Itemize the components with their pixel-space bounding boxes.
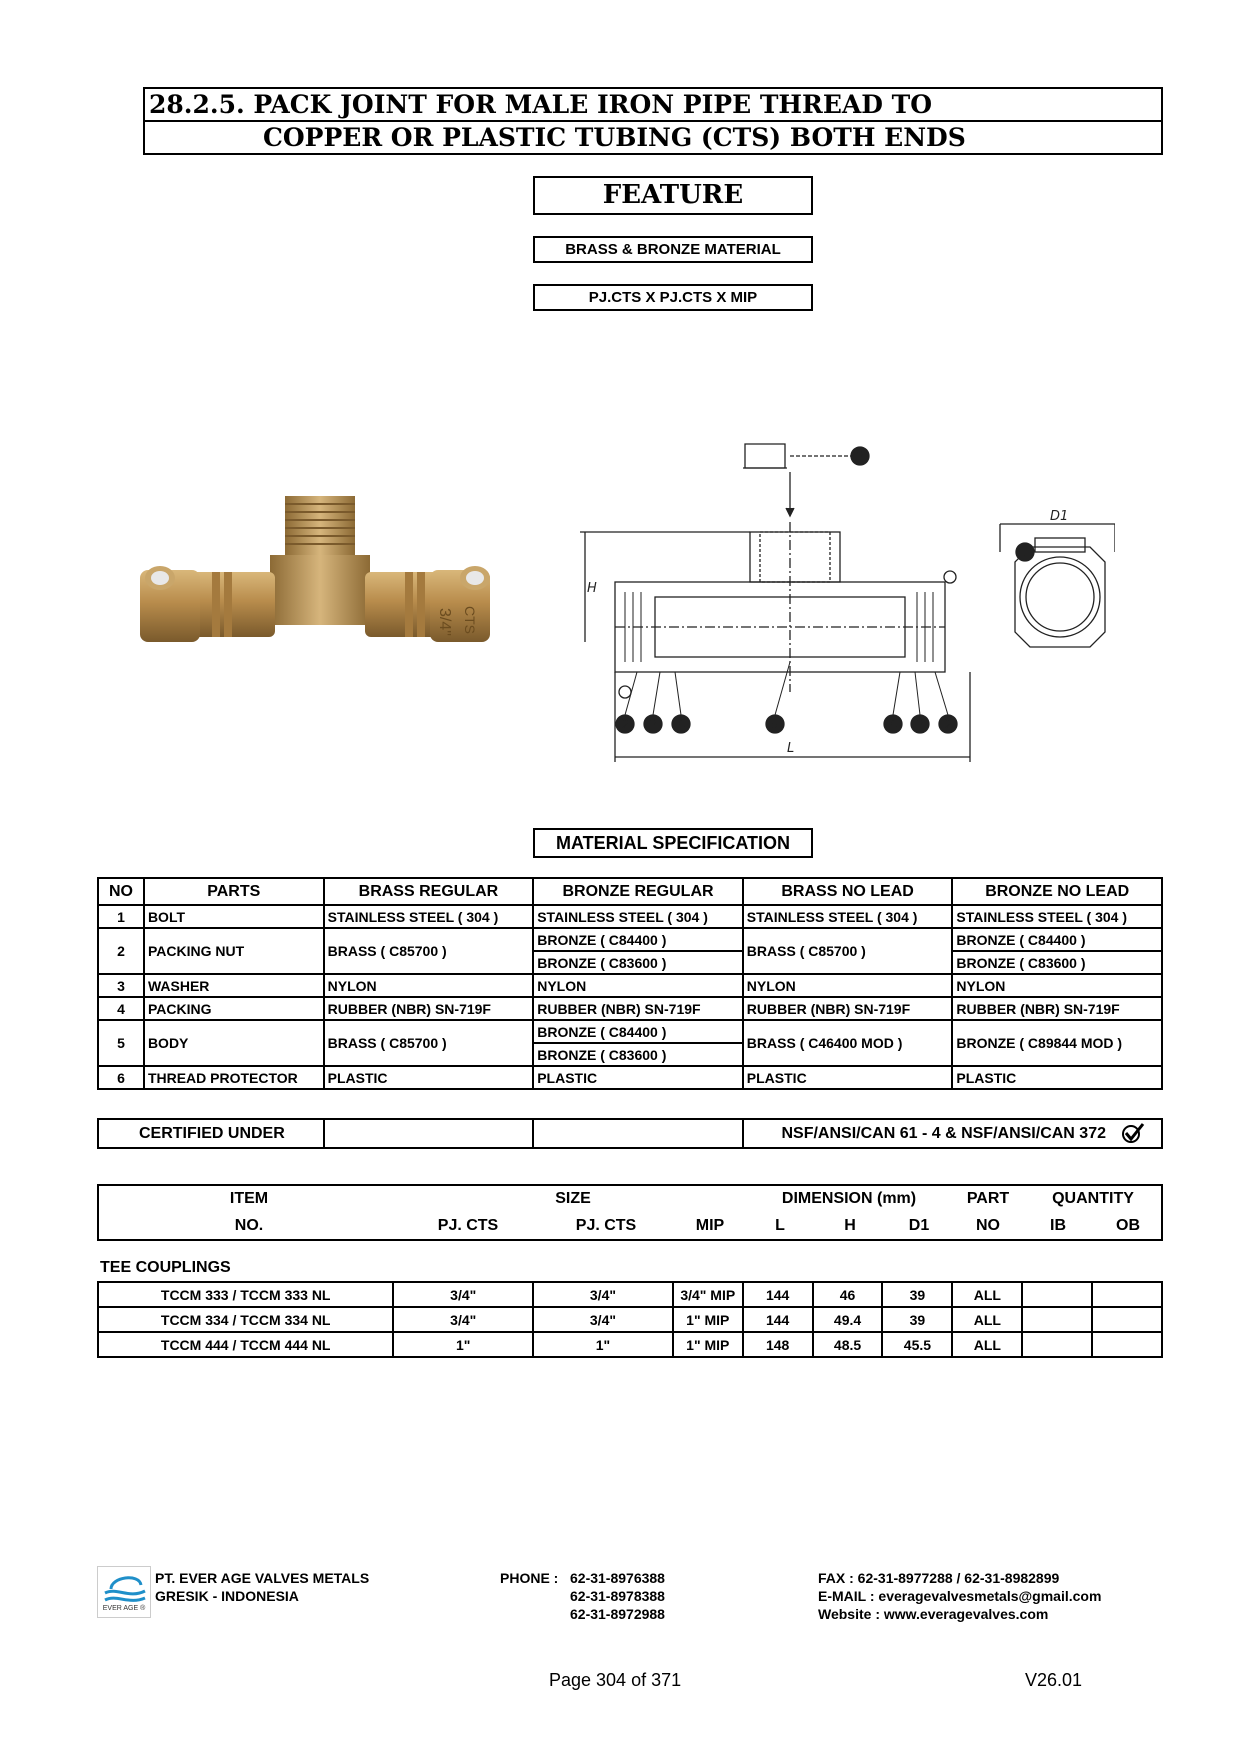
hdr-parts: PARTS	[144, 878, 324, 905]
company-city: GRESIK - INDONESIA	[155, 1588, 299, 1604]
cell-ob	[1092, 1307, 1162, 1332]
cell-brass-nl: NYLON	[743, 974, 953, 997]
cell-h: 49.4	[813, 1307, 883, 1332]
cell-part: WASHER	[144, 974, 324, 997]
material-row	[98, 1066, 1162, 1089]
fax-number: FAX : 62-31-8977288 / 62-31-8982899	[818, 1570, 1060, 1586]
cell-part: PACKING	[144, 997, 324, 1020]
callout-4-right: 4	[889, 718, 898, 733]
certified-label: CERTIFIED UNDER	[98, 1119, 324, 1148]
phone-number: 62-31-8976388	[570, 1570, 665, 1586]
cell-d1: 39	[882, 1307, 952, 1332]
technical-drawing	[575, 432, 1115, 772]
cell-bronze-nl: NYLON	[952, 974, 1162, 997]
product-photo	[130, 480, 530, 680]
cell-part: ALL	[952, 1307, 1022, 1332]
callout-4-left: 4	[677, 718, 686, 733]
hdr-brass-regular: BRASS REGULAR	[324, 878, 534, 905]
cell-l: 144	[743, 1282, 813, 1307]
cell-mip: 1" MIP	[673, 1307, 743, 1332]
title-text-1: 28.2.5. PACK JOINT FOR MALE IRON PIPE THREAD TO	[149, 90, 933, 119]
material-row	[98, 974, 1162, 997]
certified-table	[97, 1118, 1163, 1149]
callout-5: 5	[771, 718, 780, 733]
cell-bronze-nl: BRONZE ( C84400 )	[952, 928, 1162, 951]
cell-d1: 45.5	[882, 1332, 952, 1357]
check-mark-icon	[1121, 1122, 1145, 1144]
hdr-pj-cts-2: PJ. CTS	[575, 1217, 637, 1234]
phone-block	[570, 1569, 665, 1623]
cell-no: 4	[98, 997, 144, 1020]
callout-3: 3	[856, 450, 865, 465]
callout-2-left: 2	[621, 718, 630, 733]
company-block	[155, 1569, 369, 1605]
cell-brass-nl: BRASS ( C46400 MOD )	[743, 1020, 953, 1066]
material-row	[98, 928, 1162, 951]
cell-brass-nl: RUBBER (NBR) SN-719F	[743, 997, 953, 1020]
cell-bronze-nl: PLASTIC	[952, 1066, 1162, 1089]
hdr-part-no: NO	[976, 1217, 1000, 1234]
cell-bronze-reg: BRONZE ( C84400 )	[533, 928, 743, 951]
material-row	[98, 997, 1162, 1020]
feature-material: BRASS & BRONZE MATERIAL	[533, 236, 813, 263]
hdr-item: ITEM	[229, 1190, 269, 1207]
callout-2-right: 2	[944, 718, 953, 733]
cell-l: 144	[743, 1307, 813, 1332]
hdr-bronze-no-lead: BRONZE NO LEAD	[952, 878, 1162, 905]
title-line-2	[143, 120, 1163, 155]
cell-brass-nl: BRASS ( C85700 )	[743, 928, 953, 974]
material-table	[97, 877, 1163, 1090]
website: Website : www.everagevalves.com	[818, 1606, 1049, 1622]
dimension-header	[97, 1184, 1163, 1241]
company-name: PT. EVER AGE VALVES METALS	[155, 1570, 370, 1586]
phone-number: 62-31-8978388	[570, 1588, 665, 1604]
contact-block	[818, 1569, 1101, 1623]
cell-no: 1	[98, 905, 144, 928]
hdr-h: H	[844, 1217, 856, 1234]
cell-part: THREAD PROTECTOR	[144, 1066, 324, 1089]
hdr-item-no: NO.	[234, 1217, 264, 1234]
certified-row	[98, 1119, 1162, 1148]
dim-l-label: L	[787, 741, 795, 756]
cell-ib	[1022, 1307, 1092, 1332]
material-spec-title: MATERIAL SPECIFICATION	[533, 828, 813, 858]
certified-empty-cell	[533, 1119, 742, 1148]
cell-part: PACKING NUT	[144, 928, 324, 974]
cell-ob	[1092, 1282, 1162, 1307]
hdr-ob: OB	[1116, 1217, 1140, 1234]
feature-config: PJ.CTS X PJ.CTS X MIP	[533, 284, 813, 311]
cell-bronze-reg: NYLON	[533, 974, 743, 997]
hdr-quantity: QUANTITY	[1052, 1190, 1134, 1207]
cell-part: BOLT	[144, 905, 324, 928]
cell-no: 5	[98, 1020, 144, 1066]
cell-bronze-reg: BRONZE ( C83600 )	[533, 1043, 743, 1066]
hdr-l: L	[775, 1217, 785, 1234]
title-text-2: COPPER OR PLASTIC TUBING (CTS) BOTH ENDS	[263, 123, 966, 152]
dim-h-label: H	[587, 581, 597, 596]
hdr-ib: IB	[1050, 1217, 1066, 1234]
callout-3-left: 3	[649, 718, 658, 733]
certified-empty-cell	[324, 1119, 533, 1148]
company-logo	[97, 1566, 151, 1618]
hdr-no: NO	[98, 878, 144, 905]
page-number: Page 304 of 371	[549, 1670, 682, 1690]
cell-brass-reg: NYLON	[324, 974, 534, 997]
material-row	[98, 905, 1162, 928]
cell-bronze-reg: BRONZE ( C83600 )	[533, 951, 743, 974]
cell-item: TCCM 333 / TCCM 333 NL	[98, 1282, 393, 1307]
cell-part: BODY	[144, 1020, 324, 1066]
cell-bronze-reg: BRONZE ( C84400 )	[533, 1020, 743, 1043]
cell-bronze-reg: STAINLESS STEEL ( 304 )	[533, 905, 743, 928]
hdr-size: SIZE	[555, 1190, 591, 1207]
cell-h: 48.5	[813, 1332, 883, 1357]
cell-l: 148	[743, 1332, 813, 1357]
phone-number: 62-31-8972988	[570, 1606, 665, 1622]
cell-mip: 1" MIP	[673, 1332, 743, 1357]
cell-part: ALL	[952, 1282, 1022, 1307]
cell-brass-reg: PLASTIC	[324, 1066, 534, 1089]
cell-bronze-reg: PLASTIC	[533, 1066, 743, 1089]
cell-item: TCCM 444 / TCCM 444 NL	[98, 1332, 393, 1357]
cell-no: 6	[98, 1066, 144, 1089]
callout-1: 1	[1021, 546, 1030, 561]
hdr-bronze-regular: BRONZE REGULAR	[533, 878, 743, 905]
cell-bronze-nl: BRONZE ( C83600 )	[952, 951, 1162, 974]
cell-brass-reg: RUBBER (NBR) SN-719F	[324, 997, 534, 1020]
cell-bronze-nl: STAINLESS STEEL ( 304 )	[952, 905, 1162, 928]
logo-text: EVER AGE ®	[102, 1605, 146, 1612]
cell-brass-reg: BRASS ( C85700 )	[324, 928, 534, 974]
hdr-part: PART	[966, 1190, 1010, 1207]
tee-table	[97, 1281, 1163, 1358]
tee-row	[98, 1332, 1162, 1357]
hdr-d1: D1	[908, 1217, 930, 1234]
cell-brass-nl: STAINLESS STEEL ( 304 )	[743, 905, 953, 928]
hdr-mip: MIP	[695, 1217, 725, 1234]
cell-h: 46	[813, 1282, 883, 1307]
certified-standards	[743, 1119, 1162, 1148]
hdr-brass-no-lead: BRASS NO LEAD	[743, 878, 953, 905]
cell-d1: 39	[882, 1282, 952, 1307]
cell-cts2: 3/4"	[533, 1307, 673, 1332]
email-address: E-MAIL : everagevalvesmetals@gmail.com	[818, 1588, 1102, 1604]
feature-title: FEATURE	[533, 176, 813, 215]
cell-bronze-nl: RUBBER (NBR) SN-719F	[952, 997, 1162, 1020]
cell-part: ALL	[952, 1332, 1022, 1357]
cell-bronze-nl: BRONZE ( C89844 MOD )	[952, 1020, 1162, 1066]
cell-brass-nl: PLASTIC	[743, 1066, 953, 1089]
certified-standards-text: NSF/ANSI/CAN 61 - 4 & NSF/ANSI/CAN 372	[781, 1124, 1106, 1142]
title-line-1	[143, 87, 1163, 122]
cell-ib	[1022, 1282, 1092, 1307]
cell-no: 3	[98, 974, 144, 997]
material-header-row	[98, 878, 1162, 905]
cell-cts1: 3/4"	[393, 1307, 533, 1332]
photo-size-mark: 3/4"	[436, 608, 453, 636]
callout-3-right: 3	[916, 718, 925, 733]
material-row	[98, 1020, 1162, 1043]
cell-cts2: 1"	[533, 1332, 673, 1357]
cell-brass-reg: BRASS ( C85700 )	[324, 1020, 534, 1066]
version: V26.01	[1025, 1670, 1083, 1690]
cell-mip: 3/4" MIP	[673, 1282, 743, 1307]
tee-couplings-title: TEE COUPLINGS	[100, 1259, 231, 1276]
cell-brass-reg: STAINLESS STEEL ( 304 )	[324, 905, 534, 928]
dim-d1-label: D1	[1050, 509, 1069, 524]
tee-row	[98, 1307, 1162, 1332]
photo-type-mark: CTS	[462, 606, 478, 634]
cell-ob	[1092, 1332, 1162, 1357]
cell-cts2: 3/4"	[533, 1282, 673, 1307]
cell-no: 2	[98, 928, 144, 974]
hdr-pj-cts-1: PJ. CTS	[437, 1217, 499, 1234]
cell-cts1: 1"	[393, 1332, 533, 1357]
hdr-dimension: DIMENSION (mm)	[781, 1190, 917, 1207]
tee-row	[98, 1282, 1162, 1307]
phone-label: PHONE :	[500, 1570, 559, 1586]
cell-ib	[1022, 1332, 1092, 1357]
wave-logo-icon	[99, 1569, 151, 1605]
cell-item: TCCM 334 / TCCM 334 NL	[98, 1307, 393, 1332]
cell-cts1: 3/4"	[393, 1282, 533, 1307]
cell-bronze-reg: RUBBER (NBR) SN-719F	[533, 997, 743, 1020]
